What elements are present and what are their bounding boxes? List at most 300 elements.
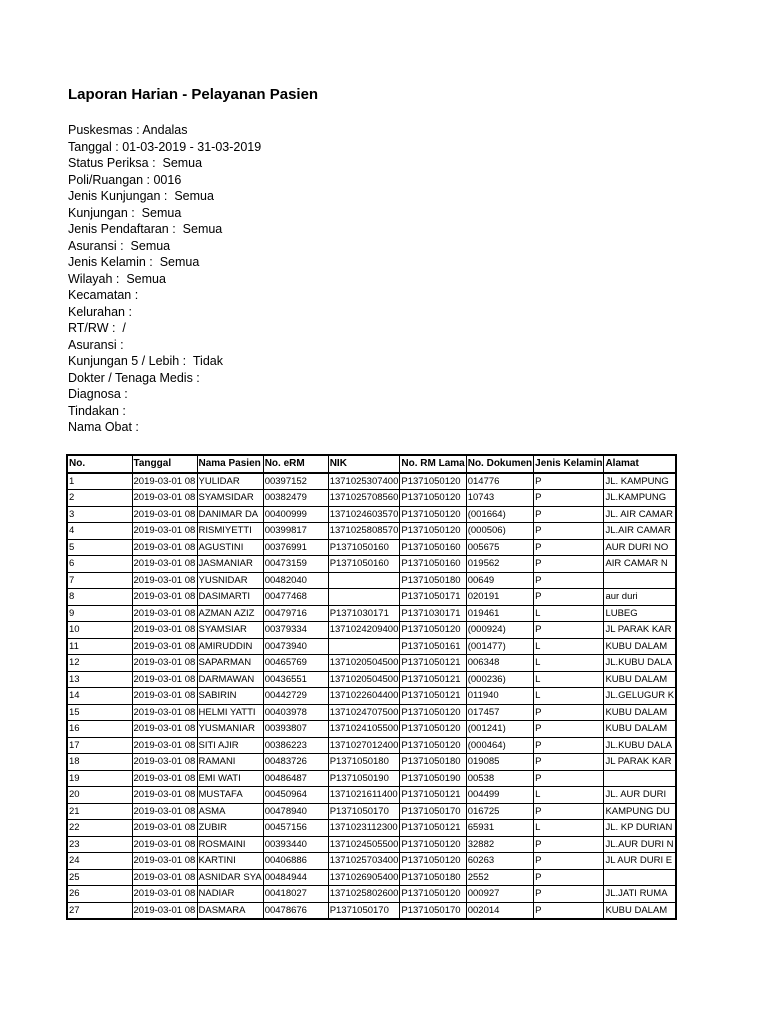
table-cell: 00465769 bbox=[263, 655, 328, 672]
filter-line: Asuransi : bbox=[68, 337, 124, 352]
table-cell: 2019-03-01 08 bbox=[132, 902, 197, 919]
table-cell: YULIDAR bbox=[197, 473, 263, 490]
filter-line: Kunjungan : Semua bbox=[68, 205, 182, 220]
table-cell: 016725 bbox=[466, 803, 533, 820]
table-cell: 21 bbox=[67, 803, 132, 820]
table-cell: P1371050171 bbox=[400, 589, 466, 606]
table-cell: EMI WATI bbox=[197, 770, 263, 787]
table-cell: 017457 bbox=[466, 704, 533, 721]
table-cell: 5 bbox=[67, 539, 132, 556]
filter-line: Tindakan : bbox=[68, 403, 126, 418]
table-cell: 24 bbox=[67, 853, 132, 870]
table-cell: 1371020504500 bbox=[328, 655, 400, 672]
table-cell: 8 bbox=[67, 589, 132, 606]
table-cell: SYAMSIDAR bbox=[197, 490, 263, 507]
table-cell: 1371027012400 bbox=[328, 737, 400, 754]
table-row bbox=[67, 803, 676, 820]
table-cell: 00538 bbox=[466, 770, 533, 787]
table-cell: SABIRIN bbox=[197, 688, 263, 705]
table-cell: 004499 bbox=[466, 787, 533, 804]
filter-line: Wilayah : Semua bbox=[68, 271, 166, 286]
table-cell: JL PARAK KAR bbox=[604, 622, 676, 639]
table-cell: DARMAWAN bbox=[197, 671, 263, 688]
table-cell: 019461 bbox=[466, 605, 533, 622]
table-cell: 2019-03-01 08 bbox=[132, 820, 197, 837]
table-cell: P1371050120 bbox=[400, 836, 466, 853]
table-cell: P1371050170 bbox=[400, 803, 466, 820]
table-cell: KUBU DALAM bbox=[604, 902, 676, 919]
column-header: No. bbox=[67, 455, 132, 473]
table-cell: P1371050120 bbox=[400, 853, 466, 870]
table-cell: P1371050160 bbox=[328, 539, 400, 556]
table-header-row bbox=[67, 455, 676, 473]
table-cell: 2 bbox=[67, 490, 132, 507]
table-cell: KUBU DALAM bbox=[604, 638, 676, 655]
table-cell: 00473940 bbox=[263, 638, 328, 655]
table-cell: 2019-03-01 08 bbox=[132, 671, 197, 688]
filter-line: Diagnosa : bbox=[68, 387, 128, 401]
table-cell: 19 bbox=[67, 770, 132, 787]
table-cell: 005675 bbox=[466, 539, 533, 556]
table-cell: 10 bbox=[67, 622, 132, 639]
table-cell: 2019-03-01 08 bbox=[132, 605, 197, 622]
filter-line: RT/RW : / bbox=[68, 321, 126, 335]
table-cell: 014776 bbox=[466, 473, 533, 490]
table-row bbox=[67, 622, 676, 639]
filter-line: Poli/Ruangan : 0016 bbox=[68, 172, 182, 187]
column-header: Tanggal bbox=[132, 455, 197, 473]
table-cell: 00473159 bbox=[263, 556, 328, 573]
table-cell: 2019-03-01 08 bbox=[132, 770, 197, 787]
table-cell: JL.KAMPUNG bbox=[604, 490, 676, 507]
table-cell: 10743 bbox=[466, 490, 533, 507]
table-cell: 65931 bbox=[466, 820, 533, 837]
table-cell: 2019-03-01 08 bbox=[132, 523, 197, 540]
table-cell: NADIAR bbox=[197, 886, 263, 903]
table-cell: KUBU DALAM bbox=[604, 704, 676, 721]
table-cell: (001477) bbox=[466, 638, 533, 655]
table-row bbox=[67, 721, 676, 738]
table-cell: MUSTAFA bbox=[197, 787, 263, 804]
table-cell: 00477468 bbox=[263, 589, 328, 606]
table-cell: 00649 bbox=[466, 572, 533, 589]
table-cell: 00457156 bbox=[263, 820, 328, 837]
table-cell: 020191 bbox=[466, 589, 533, 606]
table-cell: JL.KUBU DALA bbox=[604, 737, 676, 754]
table-row bbox=[67, 589, 676, 606]
table-cell: P bbox=[534, 754, 604, 771]
table-cell: 00479716 bbox=[263, 605, 328, 622]
table-cell bbox=[328, 572, 400, 589]
table-cell: P1371050121 bbox=[400, 671, 466, 688]
table-cell: AUR DURI NO bbox=[604, 539, 676, 556]
table-cell: 16 bbox=[67, 721, 132, 738]
table-cell: P1371050170 bbox=[400, 902, 466, 919]
table-row bbox=[67, 737, 676, 754]
table-cell: 00397152 bbox=[263, 473, 328, 490]
table-cell: L bbox=[534, 655, 604, 672]
table-cell: 14 bbox=[67, 688, 132, 705]
table-cell: P1371050121 bbox=[400, 787, 466, 804]
filter-line: Jenis Pendaftaran : Semua bbox=[68, 222, 223, 236]
table-cell: 1371020504500 bbox=[328, 671, 400, 688]
filter-line: Nama Obat : bbox=[68, 420, 139, 434]
table-cell bbox=[604, 869, 676, 886]
table-row bbox=[67, 638, 676, 655]
table-cell: KAMPUNG DU bbox=[604, 803, 676, 820]
table-cell: 15 bbox=[67, 704, 132, 721]
table-row bbox=[67, 473, 676, 490]
table-row bbox=[67, 869, 676, 886]
table-cell: P1371050180 bbox=[400, 572, 466, 589]
table-cell: ROSMAINI bbox=[197, 836, 263, 853]
table-cell: P1371050160 bbox=[328, 556, 400, 573]
table-cell: 1371026905400 bbox=[328, 869, 400, 886]
table-cell: P1371050121 bbox=[400, 820, 466, 837]
table-cell: 2019-03-01 08 bbox=[132, 737, 197, 754]
filter-line: Asuransi : Semua bbox=[68, 238, 171, 253]
column-header: No. RM Lama bbox=[400, 455, 466, 473]
table-cell: 2019-03-01 08 bbox=[132, 721, 197, 738]
table-row bbox=[67, 556, 676, 573]
table-cell: P1371050170 bbox=[328, 902, 400, 919]
table-cell: 23 bbox=[67, 836, 132, 853]
table-cell: P bbox=[534, 490, 604, 507]
table-cell: P1371030171 bbox=[328, 605, 400, 622]
table-row bbox=[67, 902, 676, 919]
column-header: NIK bbox=[328, 455, 400, 473]
table-row bbox=[67, 770, 676, 787]
table-cell: ASMA bbox=[197, 803, 263, 820]
table-cell: 00482040 bbox=[263, 572, 328, 589]
table-row bbox=[67, 787, 676, 804]
table-cell: 12 bbox=[67, 655, 132, 672]
table-cell: 1371025703400 bbox=[328, 853, 400, 870]
table-cell: L bbox=[534, 638, 604, 655]
table-row bbox=[67, 836, 676, 853]
table-cell: JL.AUR DURI N bbox=[604, 836, 676, 853]
table-cell: JL.GELUGUR K bbox=[604, 688, 676, 705]
table-cell: 011940 bbox=[466, 688, 533, 705]
filter-line: Kelurahan : bbox=[68, 304, 132, 319]
patient-table bbox=[66, 454, 677, 920]
table-cell: (000464) bbox=[466, 737, 533, 754]
table-cell: 00483726 bbox=[263, 754, 328, 771]
table-cell: 2019-03-01 08 bbox=[132, 539, 197, 556]
column-header: Alamat bbox=[604, 455, 676, 473]
table-cell bbox=[604, 572, 676, 589]
table-cell: JL. AUR DURI bbox=[604, 787, 676, 804]
filter-line: Kecamatan : bbox=[68, 288, 139, 302]
table-cell: P bbox=[534, 589, 604, 606]
table-cell: 2019-03-01 08 bbox=[132, 655, 197, 672]
filter-line: Status Periksa : Semua bbox=[68, 156, 203, 170]
table-cell: P1371050120 bbox=[400, 523, 466, 540]
table-cell: JL.KUBU DALA bbox=[604, 655, 676, 672]
table-cell: P bbox=[534, 869, 604, 886]
table-cell: 00486487 bbox=[263, 770, 328, 787]
table-cell: L bbox=[534, 688, 604, 705]
column-header: Jenis Kelamin bbox=[534, 455, 604, 473]
table-cell: 00399817 bbox=[263, 523, 328, 540]
table-cell: 1371025708560 bbox=[328, 490, 400, 507]
table-cell: P1371050170 bbox=[328, 803, 400, 820]
table-cell: JL. KAMPUNG bbox=[604, 473, 676, 490]
table-cell: P bbox=[534, 523, 604, 540]
table-cell: P bbox=[534, 556, 604, 573]
table-cell: 00442729 bbox=[263, 688, 328, 705]
table-cell: 2019-03-01 08 bbox=[132, 754, 197, 771]
table-cell: P1371050161 bbox=[400, 638, 466, 655]
table-cell: KUBU DALAM bbox=[604, 671, 676, 688]
table-cell: JL. KP DURIAN bbox=[604, 820, 676, 837]
table-cell: 2019-03-01 08 bbox=[132, 572, 197, 589]
table-cell: 27 bbox=[67, 902, 132, 919]
table-cell: 25 bbox=[67, 869, 132, 886]
table-cell: RISMIYETTI bbox=[197, 523, 263, 540]
table-cell: P1371050180 bbox=[400, 869, 466, 886]
table-cell: 019562 bbox=[466, 556, 533, 573]
table-cell: LUBEG bbox=[604, 605, 676, 622]
table-cell: AZMAN AZIZ bbox=[197, 605, 263, 622]
table-cell: 60263 bbox=[466, 853, 533, 870]
table-cell: P1371050160 bbox=[400, 556, 466, 573]
table-cell: 20 bbox=[67, 787, 132, 804]
table-row bbox=[67, 754, 676, 771]
table-cell: JL.AIR CAMAR bbox=[604, 523, 676, 540]
table-cell: P bbox=[534, 704, 604, 721]
table-cell: 2019-03-01 08 bbox=[132, 622, 197, 639]
table-row bbox=[67, 688, 676, 705]
table-cell: 1 bbox=[67, 473, 132, 490]
table-cell: KARTINI bbox=[197, 853, 263, 870]
table-row bbox=[67, 671, 676, 688]
filter-line: Jenis Kelamin : Semua bbox=[68, 255, 200, 269]
table-row bbox=[67, 704, 676, 721]
table-cell: P bbox=[534, 721, 604, 738]
table-cell: 13 bbox=[67, 671, 132, 688]
table-cell: SITI AJIR bbox=[197, 737, 263, 754]
table-cell: 00478676 bbox=[263, 902, 328, 919]
table-row bbox=[67, 605, 676, 622]
filter-line: Tanggal : 01-03-2019 - 31-03-2019 bbox=[68, 139, 262, 154]
table-cell: 000927 bbox=[466, 886, 533, 903]
table-row bbox=[67, 523, 676, 540]
table-cell: 00478940 bbox=[263, 803, 328, 820]
table-cell: L bbox=[534, 605, 604, 622]
table-cell: P bbox=[534, 572, 604, 589]
table-cell: 2019-03-01 08 bbox=[132, 869, 197, 886]
table-cell: RAMANI bbox=[197, 754, 263, 771]
table-cell: ZUBIR bbox=[197, 820, 263, 837]
table-cell: 1371023112300 bbox=[328, 820, 400, 837]
table-cell: 2019-03-01 08 bbox=[132, 853, 197, 870]
table-cell: P bbox=[534, 473, 604, 490]
table-cell: 1371022604400 bbox=[328, 688, 400, 705]
table-cell: 00406886 bbox=[263, 853, 328, 870]
table-cell: JASMANIAR bbox=[197, 556, 263, 573]
table-cell: 11 bbox=[67, 638, 132, 655]
table-cell: 17 bbox=[67, 737, 132, 754]
table-cell: P1371050121 bbox=[400, 655, 466, 672]
column-header: No. Dokumen bbox=[466, 455, 533, 473]
table-cell: P1371050180 bbox=[400, 754, 466, 771]
table-cell: L bbox=[534, 820, 604, 837]
table-cell: 2019-03-01 08 bbox=[132, 556, 197, 573]
table-cell: 1371021611400 bbox=[328, 787, 400, 804]
table-cell: 9 bbox=[67, 605, 132, 622]
table-cell: 1371025808570 bbox=[328, 523, 400, 540]
table-row bbox=[67, 820, 676, 837]
table-cell: L bbox=[534, 787, 604, 804]
table-cell: P1371050120 bbox=[400, 490, 466, 507]
table-cell: YUSMANIAR bbox=[197, 721, 263, 738]
column-header: Nama Pasien bbox=[197, 455, 263, 473]
table-cell: AGUSTINI bbox=[197, 539, 263, 556]
table-cell: 2019-03-01 08 bbox=[132, 886, 197, 903]
table-cell: 1371024209400 bbox=[328, 622, 400, 639]
table-cell: 2019-03-01 08 bbox=[132, 490, 197, 507]
table-cell: AMIRUDDIN bbox=[197, 638, 263, 655]
table-cell: DASIMARTI bbox=[197, 589, 263, 606]
table-cell: P1371050121 bbox=[400, 688, 466, 705]
table-row bbox=[67, 655, 676, 672]
filter-line: Kunjungan 5 / Lebih : Tidak bbox=[68, 354, 223, 368]
table-cell: 2552 bbox=[466, 869, 533, 886]
report-title: Laporan Harian - Pelayanan Pasien bbox=[68, 86, 319, 103]
table-cell: 32882 bbox=[466, 836, 533, 853]
table-cell: P1371050160 bbox=[400, 539, 466, 556]
table-cell: P bbox=[534, 737, 604, 754]
table-cell: 1371024603570 bbox=[328, 506, 400, 523]
table-cell: DASMARA bbox=[197, 902, 263, 919]
table-cell: P1371050120 bbox=[400, 506, 466, 523]
table-cell: aur duri bbox=[604, 589, 676, 606]
table-cell bbox=[328, 638, 400, 655]
table-cell: 2019-03-01 08 bbox=[132, 688, 197, 705]
table-cell: 2019-03-01 08 bbox=[132, 473, 197, 490]
table-cell: (000924) bbox=[466, 622, 533, 639]
table-cell: P1371050120 bbox=[400, 622, 466, 639]
table-cell: SAPARMAN bbox=[197, 655, 263, 672]
table-cell: 00400999 bbox=[263, 506, 328, 523]
table-cell: P1371050120 bbox=[400, 886, 466, 903]
table-cell: 1371024707500 bbox=[328, 704, 400, 721]
table-cell: 00403978 bbox=[263, 704, 328, 721]
table-cell: P bbox=[534, 770, 604, 787]
table-cell: 2019-03-01 08 bbox=[132, 787, 197, 804]
table-cell: 00376991 bbox=[263, 539, 328, 556]
table-row bbox=[67, 539, 676, 556]
table-cell: P bbox=[534, 902, 604, 919]
table-cell: 2019-03-01 08 bbox=[132, 704, 197, 721]
table-cell: P bbox=[534, 539, 604, 556]
table-cell: JL PARAK KAR bbox=[604, 754, 676, 771]
table-row bbox=[67, 490, 676, 507]
table-row bbox=[67, 572, 676, 589]
filter-line: Puskesmas : Andalas bbox=[68, 123, 188, 137]
table-cell: 1371024105500 bbox=[328, 721, 400, 738]
table-cell: KUBU DALAM bbox=[604, 721, 676, 738]
table-cell: JL. AIR CAMAR bbox=[604, 506, 676, 523]
table-cell: P bbox=[534, 853, 604, 870]
report-filters bbox=[68, 122, 261, 436]
table-cell: 2019-03-01 08 bbox=[132, 836, 197, 853]
table-cell: 26 bbox=[67, 886, 132, 903]
table-row bbox=[67, 853, 676, 870]
table-cell: 00450964 bbox=[263, 787, 328, 804]
table-cell: 00379334 bbox=[263, 622, 328, 639]
table-cell: 1371025307400 bbox=[328, 473, 400, 490]
table-cell: JL.JATI RUMA bbox=[604, 886, 676, 903]
table-cell: P bbox=[534, 622, 604, 639]
table-cell: P1371050190 bbox=[328, 770, 400, 787]
table-cell: 002014 bbox=[466, 902, 533, 919]
table-cell: ASNIDAR SYA bbox=[197, 869, 263, 886]
table-cell bbox=[328, 589, 400, 606]
table-cell: 00393807 bbox=[263, 721, 328, 738]
table-cell: 00484944 bbox=[263, 869, 328, 886]
table-cell: 00436551 bbox=[263, 671, 328, 688]
table-cell: HELMI YATTI bbox=[197, 704, 263, 721]
table-cell: SYAMSIAR bbox=[197, 622, 263, 639]
table-cell: P1371050120 bbox=[400, 721, 466, 738]
table-cell: 00393440 bbox=[263, 836, 328, 853]
filter-line: Jenis Kunjungan : Semua bbox=[68, 189, 214, 203]
table-cell: P bbox=[534, 803, 604, 820]
table-cell: 1371025802600 bbox=[328, 886, 400, 903]
column-header: No. eRM bbox=[263, 455, 328, 473]
filter-line: Dokter / Tenaga Medis : bbox=[68, 370, 200, 385]
table-cell: (000506) bbox=[466, 523, 533, 540]
table-cell: 2019-03-01 08 bbox=[132, 506, 197, 523]
table-cell: P1371050120 bbox=[400, 704, 466, 721]
table-cell: 00382479 bbox=[263, 490, 328, 507]
table-cell: 3 bbox=[67, 506, 132, 523]
table-cell: L bbox=[534, 671, 604, 688]
table-cell: 019085 bbox=[466, 754, 533, 771]
table-cell: DANIMAR DA bbox=[197, 506, 263, 523]
table-cell: (001241) bbox=[466, 721, 533, 738]
table-cell: 6 bbox=[67, 556, 132, 573]
table-cell: P1371050120 bbox=[400, 737, 466, 754]
table-cell: 18 bbox=[67, 754, 132, 771]
table-cell: AIR CAMAR N bbox=[604, 556, 676, 573]
table-cell: P1371050190 bbox=[400, 770, 466, 787]
table-cell: P bbox=[534, 836, 604, 853]
table-cell: P bbox=[534, 506, 604, 523]
table-row bbox=[67, 506, 676, 523]
table-cell: 4 bbox=[67, 523, 132, 540]
table-cell: 2019-03-01 08 bbox=[132, 589, 197, 606]
table-cell: P1371030171 bbox=[400, 605, 466, 622]
table-row bbox=[67, 886, 676, 903]
table-cell: (001664) bbox=[466, 506, 533, 523]
table-cell: 7 bbox=[67, 572, 132, 589]
table-cell: YUSNIDAR bbox=[197, 572, 263, 589]
table-cell: P1371050120 bbox=[400, 473, 466, 490]
table-cell: JL AUR DURI E bbox=[604, 853, 676, 870]
table-cell: P bbox=[534, 886, 604, 903]
table-cell: 00418027 bbox=[263, 886, 328, 903]
table-cell: 006348 bbox=[466, 655, 533, 672]
table-cell: 2019-03-01 08 bbox=[132, 638, 197, 655]
table-cell bbox=[604, 770, 676, 787]
table-cell: 00386223 bbox=[263, 737, 328, 754]
table-cell: P1371050180 bbox=[328, 754, 400, 771]
table-cell: 22 bbox=[67, 820, 132, 837]
table-cell: (000236) bbox=[466, 671, 533, 688]
